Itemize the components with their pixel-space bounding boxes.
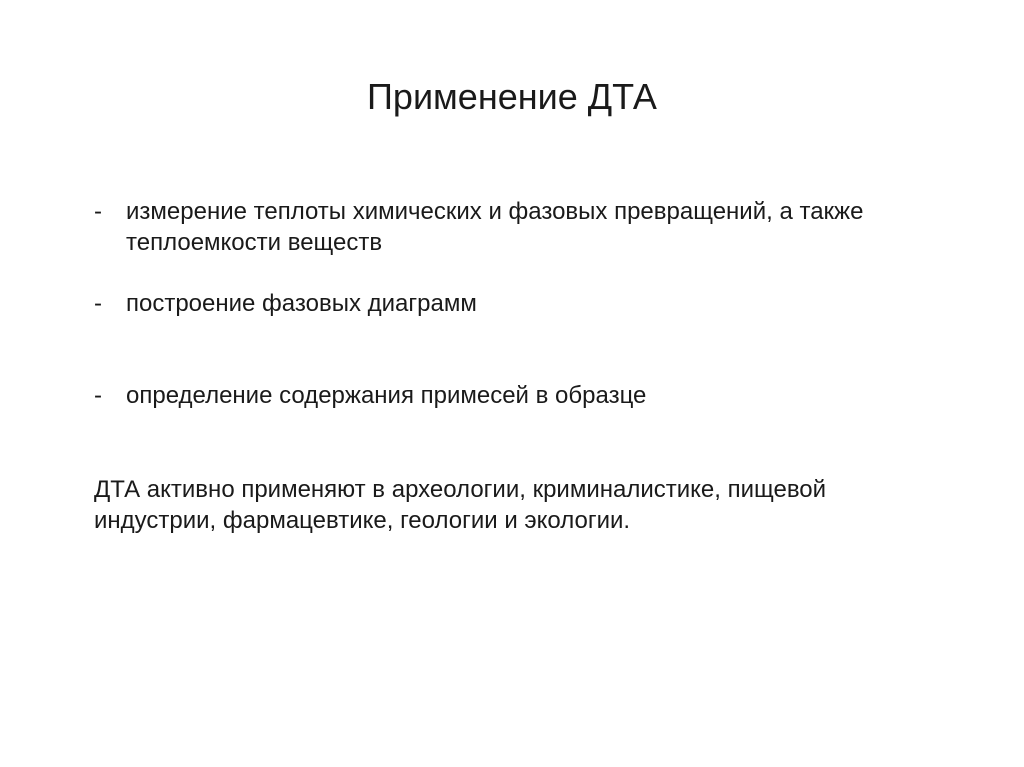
summary-paragraph: ДТА активно применяют в археологии, криминалистике, пищевой индустрии, фармацевтике, геологии и экологии. bbox=[94, 476, 827, 534]
bullet-item bbox=[94, 196, 944, 258]
bullet-marker: - bbox=[94, 290, 102, 317]
bullet-item bbox=[94, 288, 944, 319]
bullet-text: определение содержания примесей в образце bbox=[126, 382, 647, 409]
bullet-marker: - bbox=[94, 382, 102, 409]
slide-title: Применение ДТА bbox=[367, 76, 657, 117]
bullet-text: измерение теплоты химических и фазовых превращений, а также теплоемкости веществ bbox=[126, 198, 864, 256]
bullet-item bbox=[94, 380, 944, 411]
bullet-text: построение фазовых диаграмм bbox=[126, 290, 477, 317]
bullet-marker: - bbox=[94, 198, 102, 225]
